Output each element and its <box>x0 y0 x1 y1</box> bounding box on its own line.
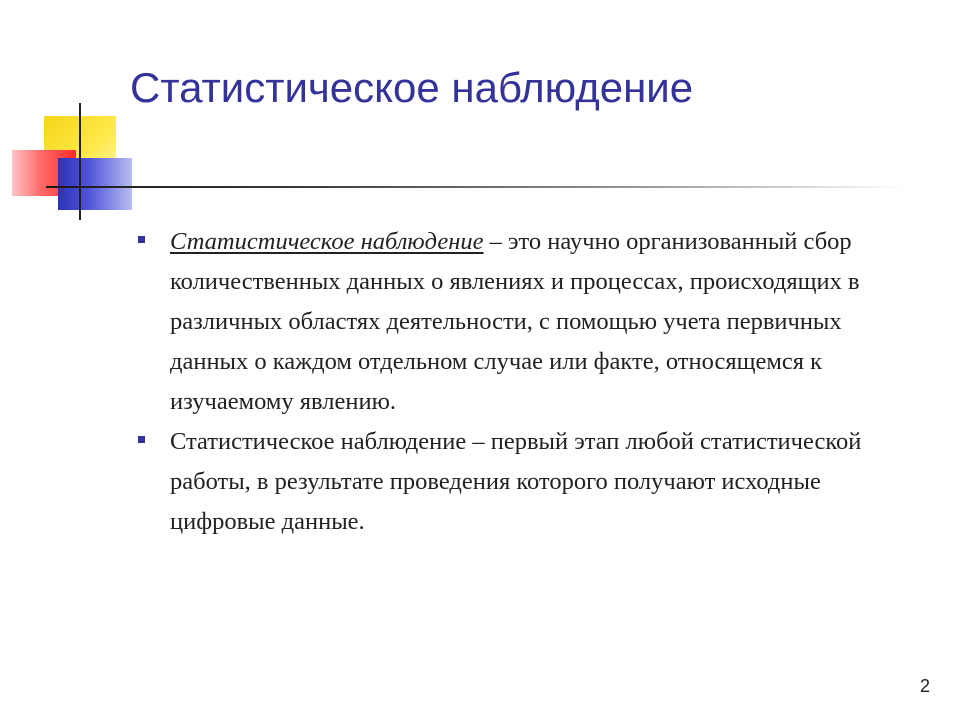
bullet-text: Статистическое наблюдение – первый этап любой статистической работы, в результате проведения которого получают исходные цифровые данные. <box>170 428 862 535</box>
square-bullet-icon <box>138 236 145 243</box>
title-underline <box>46 186 906 188</box>
bullet-point-2 <box>130 422 920 542</box>
blue-square-decoration <box>58 158 132 210</box>
vertical-divider-line <box>79 103 81 220</box>
definition-term: Статистическое наблюдение <box>170 228 484 255</box>
bullet-point-1 <box>130 222 920 422</box>
slide-content <box>130 222 920 542</box>
slide-title: Статистическое наблюдение <box>130 64 694 111</box>
definition-text: – это научно организованный сбор количественных данных о явлениях и процессах, происходящих в различных областях деятельности, с помощью учета первичных данных о каждом отдельном случае или факте, относящемся к изучаемому явлению. <box>170 228 860 415</box>
page-number: 2 <box>919 676 930 696</box>
square-bullet-icon <box>138 436 145 443</box>
